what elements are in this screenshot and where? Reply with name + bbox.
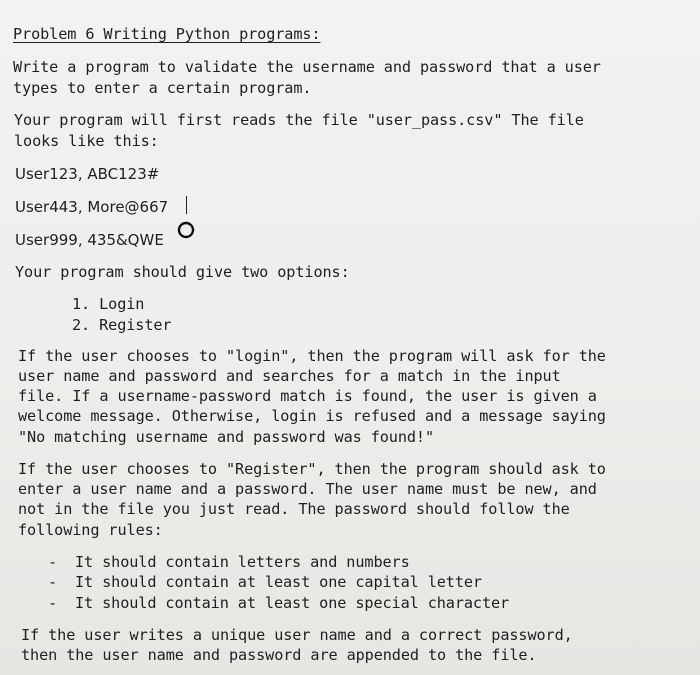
register-paragraph-line-2: enter a user name and a password. The user name must be new, and: [18, 480, 597, 498]
login-paragraph-line-3: file. If a username-password match is found, the user is given a: [18, 387, 597, 405]
login-paragraph-line-4: welcome message. Otherwise, login is refused and a message saying: [18, 407, 606, 425]
rule-bullet-3: -: [48, 594, 58, 612]
register-paragraph-line-4: following rules:: [18, 521, 163, 539]
file-intro-line-1: Your program will first reads the file "user_pass.csv" The file: [14, 111, 584, 129]
option-register: 2. Register: [72, 316, 172, 334]
rule-capital-letter: It should contain at least one capital letter: [75, 573, 482, 591]
page-title: Problem 6 Writing Python programs:: [13, 25, 321, 43]
closing-paragraph-line-2: then the user name and password are appended to the file.: [21, 646, 537, 664]
credential-row-1: User123, ABC123#: [15, 165, 160, 183]
intro-line-2: types to enter a certain program.: [13, 79, 312, 97]
credential-row-2: User443, More@667: [15, 198, 169, 216]
option-login: 1. Login: [72, 295, 145, 313]
register-paragraph-line-1: If the user chooses to "Register", then the program should ask to: [18, 460, 606, 478]
options-intro: Your program should give two options:: [15, 263, 350, 281]
login-paragraph-line-1: If the user chooses to "login", then the program will ask for the: [18, 347, 606, 365]
login-paragraph-line-2: user name and password and searches for a match in the input: [18, 367, 561, 385]
closing-paragraph-line-1: If the user writes a unique user name and a correct password,: [21, 626, 573, 644]
login-paragraph-line-5: "No matching username and password was found!": [18, 428, 435, 446]
credential-row-3: User999, 435&QWE: [15, 231, 164, 249]
intro-line-1: Write a program to validate the username and password that a user: [13, 58, 601, 76]
text-cursor-icon: [186, 196, 187, 214]
rule-bullet-1: -: [48, 553, 58, 571]
file-intro-line-2: looks like this:: [14, 132, 159, 150]
register-paragraph-line-3: not in the file you just read. The password should follow the: [18, 500, 570, 518]
rule-bullet-2: -: [48, 573, 58, 591]
rule-letters-numbers: It should contain letters and numbers: [75, 553, 410, 571]
rule-special-character: It should contain at least one special character: [75, 594, 510, 612]
circle-icon: [177, 221, 195, 239]
